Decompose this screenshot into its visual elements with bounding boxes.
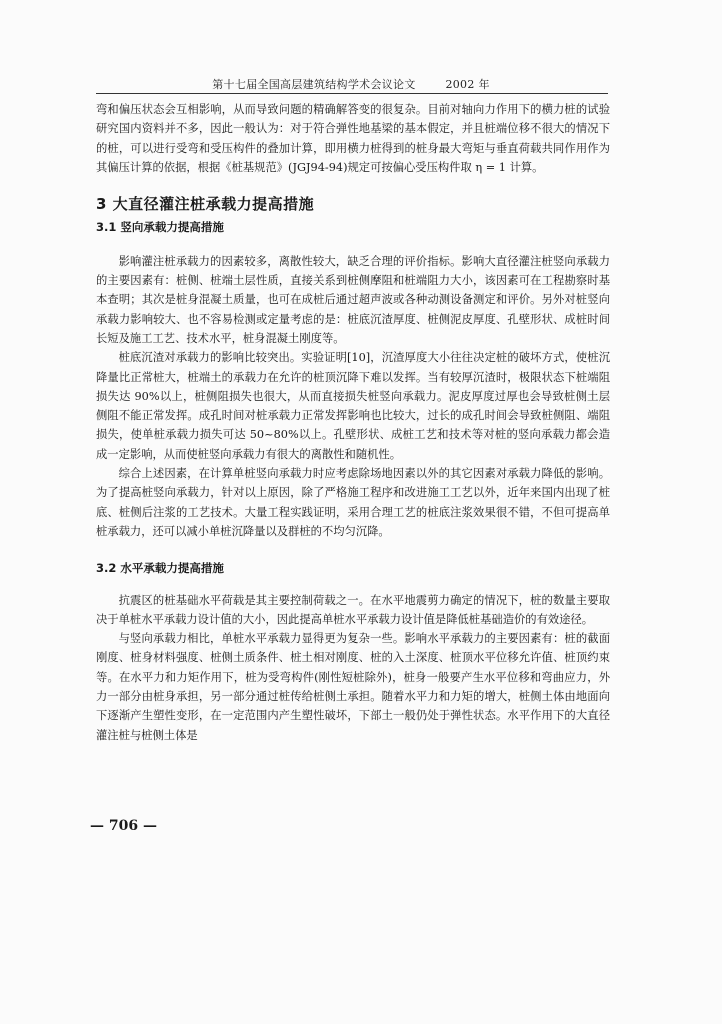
subsection-3-2-heading: 3.2 水平承载力提高措施 bbox=[96, 561, 224, 576]
intro-paragraph: 弯和偏压状态会互相影响，从而导致问题的精确解答变的很复杂。目前对轴向力作用下的横力桩的试验研究国内资料并不多，因此一般认为：对于符合弹性地基梁的基本假定，并且桩端位移不很大的情况下的桩，可以进行受弯和受压构件的叠加计算，即用横力桩得到的桩身最大弯矩与垂直荷载共同作用作为其偏压计算的依据，根据《桩基规范》(JGJ94-94)规定可按偏心受压构件取 η = 1 计算。 bbox=[96, 103, 610, 174]
paragraph: 与竖向承载力相比，单桩水平承载力显得更为复杂一些。影响水平承载力的主要因素有：桩的截面刚度、桩身材料强度、桩侧土质条件、桩土相对刚度、桩的入土深度、桩顶水平位移允许值、桩顶约束等。在水平力和力矩作用下，桩为受弯构件(刚性短桩除外)，桩身一般要产生水平位移和弯曲应力，外力一部分由桩身承担，另一部分通过桩传给桩侧土承担。随着水平力和力矩的增大，桩侧土体由地面向下逐渐产生塑性变形，在一定范围内产生塑性破坏，下部土一般仍处于弹性状态。水平作用下的大直径灌注桩与桩侧土体是 bbox=[96, 632, 610, 742]
paragraph: 桩底沉渣对承载力的影响比较突出。实验证明[10]，沉渣厚度大小往往决定桩的破坏方式，使桩沉降量比正常桩大，桩端土的承载力在允许的桩顶沉降下难以发挥。当有较厚沉渣时，极限状态下桩端阻损失达 90%以上，桩侧阻损失也很大，从而直接损失桩竖向承载力。泥皮厚度过厚也会导致桩侧土层侧阻不能正常发挥。成孔时间对桩承载力正常发挥影响也比较大，过长的成孔时间会导致桩侧阻、端阻损失，使单桩承载力损失可达 50~80%以上。孔壁形状、成桩工艺和技术等对桩的竖向承载力都会造成一定影响，从而使桩竖向承载力有很大的离散性和随机性。 bbox=[96, 351, 610, 461]
subsection-3-1-heading: 3.1 竖向承载力提高措施 bbox=[96, 220, 224, 235]
conference-title: 第十七届全国高层建筑结构学术会议论文 bbox=[212, 78, 416, 91]
paragraph: 综合上述因素，在计算单桩竖向承载力时应考虑除场地因素以外的其它因素对承载力降低的影响。为了提高桩竖向承载力，针对以上原因，除了严格施工程序和改进施工工艺以外，近年来国内出现了桩底、桩侧后注浆的工艺技术。大量工程实践证明，采用合理工艺的桩底注浆效果很不错，不但可提高单桩承载力，还可以减小单桩沉降量以及群桩的不均匀沉降。 bbox=[96, 467, 610, 538]
section-3-heading: 3 大直径灌注桩承载力提高措施 bbox=[96, 195, 315, 214]
header-divider bbox=[96, 93, 608, 94]
body-text bbox=[96, 100, 610, 745]
paragraph: 抗震区的桩基础水平荷载是其主要控制荷载之一。在水平地震剪力确定的情况下，桩的数量主要取决于单桩水平承载力设计值的大小，因此提高单桩水平承载力设计值是降低桩基础造价的有效途径。 bbox=[96, 593, 610, 626]
running-header bbox=[96, 76, 606, 92]
paragraph: 影响灌注桩承载力的因素较多，离散性较大，缺乏合理的评价指标。影响大直径灌注桩竖向承载力的主要因素有：桩侧、桩端土层性质，直接关系到桩侧摩阻和桩端阻力大小，该因素可在工程勘察时基本查明；其次是桩身混凝土质量，也可在成桩后通过超声波或各种动测设备测定和评价。另外对桩竖向承载力影响较大、也不容易检测或定量考虑的是：桩底沉渣厚度、桩侧泥皮厚度、孔壁形状、成桩时间长短及施工工艺、技术水平，桩身混凝土刚度等。 bbox=[96, 254, 610, 345]
page-number: — 706 — bbox=[90, 818, 157, 834]
header-year: 2002 年 bbox=[445, 78, 490, 91]
